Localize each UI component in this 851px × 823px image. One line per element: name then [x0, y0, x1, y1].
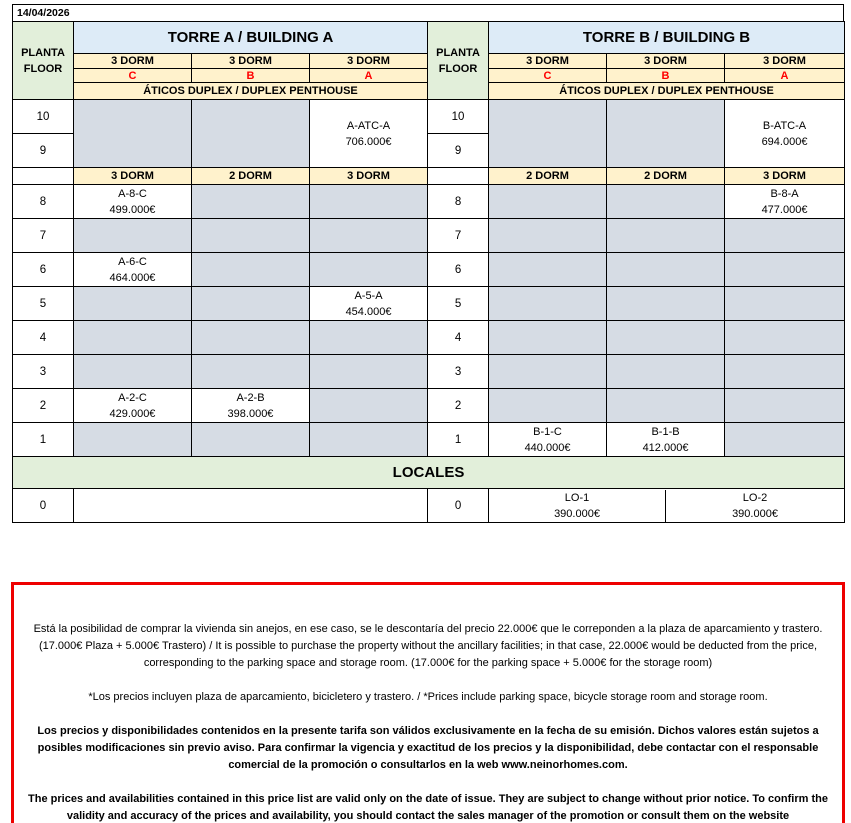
floor-number: 0 [13, 489, 74, 523]
unit-unavailable [607, 355, 725, 389]
floor-number: 0 [428, 489, 489, 523]
unit-unavailable [607, 287, 725, 321]
floor-number: 8 [13, 185, 74, 219]
planta-label: PLANTA [436, 46, 480, 59]
tower-a-letter-c: C [74, 69, 192, 83]
issue-date: 14/04/2026 [12, 4, 844, 21]
unit-unavailable [607, 185, 725, 219]
tower-b-type-c: 3 DORM [489, 54, 607, 69]
floor-label: FLOOR [23, 62, 63, 75]
unit-cell-a-2-c[interactable] [74, 389, 192, 423]
locales-units [489, 489, 845, 523]
unit-price: 477.000€ [761, 203, 808, 216]
unit-cell-a-6-c[interactable] [74, 253, 192, 287]
tower-a-title: TORRE A / BUILDING A [74, 22, 428, 54]
unit-unavailable [192, 219, 310, 253]
tower-a-lower-type-a: 3 DORM [310, 168, 428, 185]
unit-price: 398.000€ [227, 407, 274, 420]
unit-unavailable [74, 219, 192, 253]
locales-title: LOCALES [13, 457, 845, 489]
floor-number: 6 [428, 253, 489, 287]
unit-unavailable [489, 355, 607, 389]
unit-code: A-ATC-A [346, 119, 391, 132]
unit-unavailable [725, 321, 845, 355]
note-prices-include: *Los precios incluyen plaza de aparcamiento, bicicletero y trastero. / *Prices include parking space, bicycle storage room and storage room. [88, 691, 768, 703]
floor-number: 10 [428, 100, 489, 134]
unit-price: 412.000€ [642, 441, 689, 454]
unit-code: A-2-B [236, 391, 265, 404]
floor-number: 2 [428, 389, 489, 423]
tower-b-letter-b: B [607, 69, 725, 83]
floor-number: 7 [428, 219, 489, 253]
unit-unavailable [310, 253, 428, 287]
unit-unavailable [489, 185, 607, 219]
unit-unavailable [725, 287, 845, 321]
unit-unavailable [725, 423, 845, 457]
unit-cell-a-5-a[interactable] [310, 287, 428, 321]
unit-price: 390.000€ [732, 507, 778, 520]
planta-header-a [13, 22, 74, 100]
unit-code: B-ATC-A [762, 119, 807, 132]
unit-unavailable [310, 355, 428, 389]
unit-unavailable [192, 355, 310, 389]
tower-b-lower-type-c: 2 DORM [489, 168, 607, 185]
unit-unavailable [74, 287, 192, 321]
unit-unavailable [310, 219, 428, 253]
notes-box [11, 582, 845, 823]
planta-header-b [428, 22, 489, 100]
unit-unavailable [607, 219, 725, 253]
unit-cell-b-atc-a[interactable] [725, 100, 845, 168]
unit-price: 706.000€ [345, 135, 392, 148]
unit-cell-a-2-b[interactable] [192, 389, 310, 423]
unit-cell-b-8-a[interactable] [725, 185, 845, 219]
tower-b-lower-type-b: 2 DORM [607, 168, 725, 185]
unit-unavailable [489, 287, 607, 321]
floor-number: 7 [13, 219, 74, 253]
unit-unavailable [310, 321, 428, 355]
tower-a-type-a: 3 DORM [310, 54, 428, 69]
tower-b-penthouse-label: ÁTICOS DUPLEX / DUPLEX PENTHOUSE [489, 83, 845, 100]
unit-code: A-6-C [118, 255, 147, 268]
unit-unavailable [192, 321, 310, 355]
tower-a-lower-type-c: 3 DORM [74, 168, 192, 185]
tower-a-type-c: 3 DORM [74, 54, 192, 69]
unit-unavailable [607, 253, 725, 287]
tower-b-type-b: 3 DORM [607, 54, 725, 69]
blank-cell [13, 168, 74, 185]
unit-unavailable [489, 389, 607, 423]
unit-unavailable [725, 219, 845, 253]
floor-number: 1 [428, 423, 489, 457]
floor-number: 9 [428, 134, 489, 168]
note-disclaimer-es: Los precios y disponibilidades contenidos en la presente tarifa son válidos exclusivamente en la fecha de su emisión. Dichos valores están sujetos a posibles modificaciones sin previo aviso. Para confirmar la vigencia y exactitud de los precios y la disponibilidad, debe contactar con el responsable comercial de la promoción o consultarlos en la web www.neinorhomes.com. [37, 725, 819, 771]
unit-unavailable [74, 321, 192, 355]
unit-price: 429.000€ [109, 407, 156, 420]
note-disclaimer-en: The prices and availabilities contained in this price list are valid only on the date of issue. They are subject to change without prior notice. To confirm the validity and accuracy of the prices and availability, you should contact the sales manager of the promotion or consult them on the website [28, 793, 828, 822]
unit-price: 464.000€ [109, 271, 156, 284]
unit-code: A-2-C [118, 391, 147, 404]
unit-price: 499.000€ [109, 203, 156, 216]
floor-number: 3 [428, 355, 489, 389]
unit-unavailable [310, 185, 428, 219]
unit-cell-b-1-c[interactable] [489, 423, 607, 457]
tower-b-type-a: 3 DORM [725, 54, 845, 69]
unit-code: LO-2 [742, 491, 768, 504]
unit-code: B-1-C [533, 425, 562, 438]
unit-unavailable [489, 219, 607, 253]
unit-unavailable [489, 321, 607, 355]
floor-number: 4 [13, 321, 74, 355]
unit-unavailable [607, 389, 725, 423]
unit-unavailable [607, 321, 725, 355]
tower-a-letter-a: A [310, 69, 428, 83]
floor-label: FLOOR [438, 62, 478, 75]
unit-cell-lo-1[interactable] [489, 490, 666, 522]
tower-b-letter-a: A [725, 69, 845, 83]
floor-number: 6 [13, 253, 74, 287]
unit-unavailable [725, 389, 845, 423]
unit-unavailable [725, 355, 845, 389]
tower-b-letter-c: C [489, 69, 607, 83]
unit-unavailable [74, 355, 192, 389]
unit-unavailable [607, 100, 725, 168]
floor-number: 4 [428, 321, 489, 355]
unit-code: A-8-C [118, 187, 147, 200]
unit-price: 390.000€ [554, 507, 600, 520]
availability-table [12, 21, 845, 523]
unit-price: 454.000€ [345, 305, 392, 318]
price-list-sheet [12, 4, 844, 523]
tower-b-title: TORRE B / BUILDING B [489, 22, 845, 54]
tower-a-type-b: 3 DORM [192, 54, 310, 69]
unit-unavailable [74, 100, 192, 168]
unit-cell-a-atc-a[interactable] [310, 100, 428, 168]
unit-code: LO-1 [564, 491, 590, 504]
unit-cell-lo-2[interactable] [666, 490, 844, 522]
unit-unavailable [310, 423, 428, 457]
floor-number: 8 [428, 185, 489, 219]
unit-unavailable [192, 185, 310, 219]
unit-code: B-1-B [651, 425, 680, 438]
floor-number: 10 [13, 100, 74, 134]
floor-number: 9 [13, 134, 74, 168]
blank-cell [428, 168, 489, 185]
unit-unavailable [192, 287, 310, 321]
tower-a-penthouse-label: ÁTICOS DUPLEX / DUPLEX PENTHOUSE [74, 83, 428, 100]
unit-cell-a-8-c[interactable] [74, 185, 192, 219]
planta-label: PLANTA [21, 46, 65, 59]
unit-unavailable [310, 389, 428, 423]
floor-number: 5 [13, 287, 74, 321]
tower-a-lower-type-b: 2 DORM [192, 168, 310, 185]
unit-unavailable [725, 253, 845, 287]
unit-unavailable [74, 423, 192, 457]
unit-unavailable [489, 253, 607, 287]
unit-price: 440.000€ [524, 441, 571, 454]
unit-unavailable [192, 423, 310, 457]
unit-unavailable [192, 100, 310, 168]
floor-number: 5 [428, 287, 489, 321]
tower-b-lower-type-a: 3 DORM [725, 168, 845, 185]
floor-number: 1 [13, 423, 74, 457]
unit-unavailable [489, 100, 607, 168]
blank-cell [74, 489, 428, 523]
tower-a-letter-b: B [192, 69, 310, 83]
floor-number: 3 [13, 355, 74, 389]
unit-code: B-8-A [770, 187, 799, 200]
note-ancillary: Está la posibilidad de comprar la vivienda sin anejos, en ese caso, se le descontaría del precio 22.000€ que le correponden a la plaza de aparcamiento y trastero. (17.000€ Plaza + 5.000€ Trastero) / It is possible to purchase the property without the ancillary facilities; in that case, 22.000€ would be deducted from the price, corresponding to the parking space and storage room. (17.000€ for the parking space + 5.000€ for the storage room) [33, 623, 823, 669]
unit-cell-b-1-b[interactable] [607, 423, 725, 457]
unit-price: 694.000€ [761, 135, 808, 148]
floor-number: 2 [13, 389, 74, 423]
unit-code: A-5-A [354, 289, 383, 302]
unit-unavailable [192, 253, 310, 287]
